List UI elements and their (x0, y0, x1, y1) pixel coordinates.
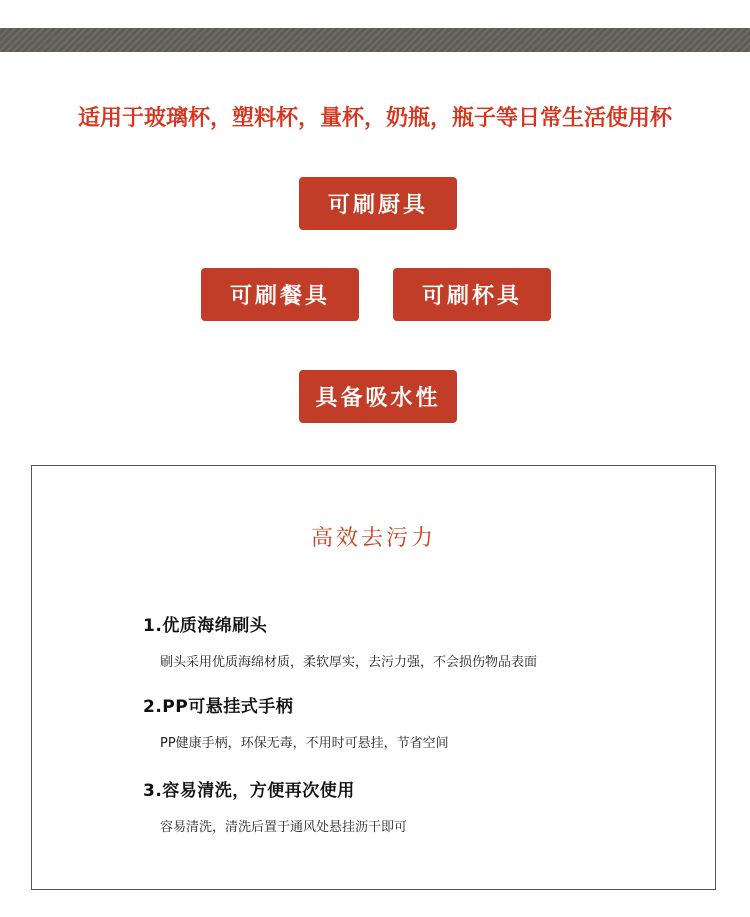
feature-title: 3.容易清洗，方便再次使用 (143, 781, 355, 801)
feature-item-sponge-head (143, 614, 537, 672)
feature-description: 刷头采用优质海绵材质，柔软厚实，去污力强，不会损伤物品表面 (160, 655, 538, 670)
feature-description: 容易清洗，清洗后置于通风处悬挂沥干即可 (160, 820, 408, 835)
feature-title: 2.PP可悬挂式手柄 (143, 697, 294, 717)
tag-cups: 可刷杯具 (393, 268, 551, 321)
features-box (31, 465, 716, 890)
top-decorative-band (0, 28, 750, 52)
tag-kitchenware: 可刷厨具 (299, 177, 457, 230)
tag-tableware: 可刷餐具 (201, 268, 359, 321)
features-title: 高效去污力 (310, 526, 436, 551)
feature-item-easy-clean (143, 779, 407, 837)
usage-headline: 适用于玻璃杯，塑料杯，量杯，奶瓶，瓶子等日常生活使用杯 (77, 106, 672, 131)
feature-title: 1.优质海绵刷头 (143, 616, 268, 636)
tag-absorbent: 具备吸水性 (299, 370, 457, 423)
feature-item-hanging-handle (143, 695, 449, 753)
feature-description: PP健康手柄，环保无毒，不用时可悬挂，节省空间 (160, 736, 449, 751)
